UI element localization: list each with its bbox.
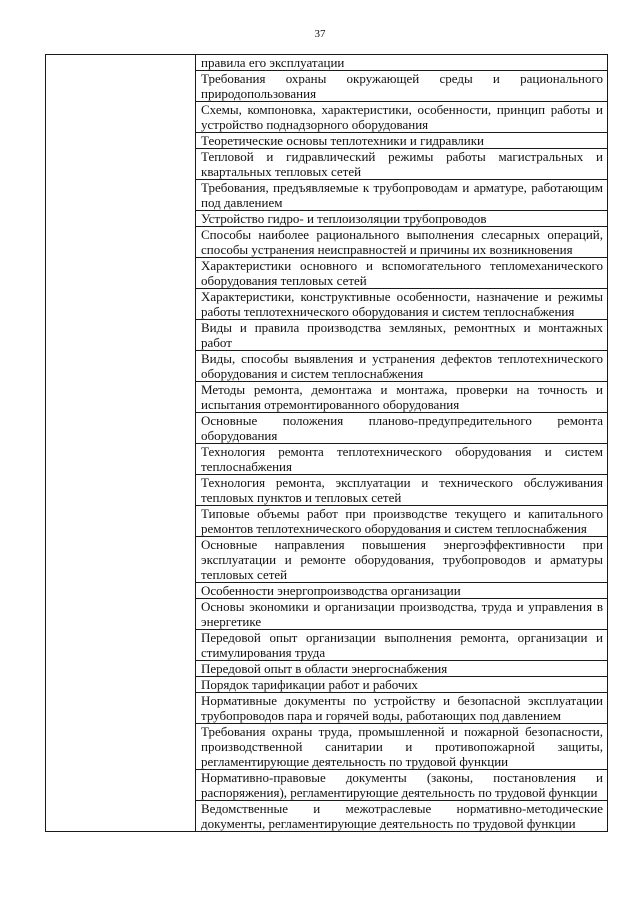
table-cell: Технология ремонта, эксплуатации и технического обслуживания тепловых пунктов и тепловых сетей	[196, 475, 608, 506]
table-body	[46, 55, 608, 832]
table-cell: Теоретические основы теплотехники и гидравлики	[196, 133, 608, 149]
table-cell: Ведомственные и межотраслевые нормативно-методические документы, регламентирующие деятельность по трудовой функции	[196, 801, 608, 832]
table-cell: Особенности энергопроизводства организации	[196, 583, 608, 599]
page-number: 37	[314, 28, 326, 40]
table-cell: Методы ремонта, демонтажа и монтажа, проверки на точность и испытания отремонтированного оборудования	[196, 382, 608, 413]
table-cell: Требования, предъявляемые к трубопроводам и арматуре, работающим под давлением	[196, 180, 608, 211]
table-cell: Требования охраны труда, промышленной и пожарной безопасности, производственной санитарии и противопожарной защиты, регламентирующие деятельность по трудовой функции	[196, 724, 608, 770]
table-cell: правила его эксплуатации	[196, 55, 608, 71]
table-cell: Способы наиболее рационального выполнения слесарных операций, способы устранения неисправностей и причины их возникновения	[196, 227, 608, 258]
table-cell: Требования охраны окружающей среды и рационального природопользования	[196, 71, 608, 102]
table-cell: Основные направления повышения энергоэффективности при эксплуатации и ремонте оборудования, трубопроводов и арматуры тепловых сетей	[196, 537, 608, 583]
table-cell: Технология ремонта теплотехнического оборудования и систем теплоснабжения	[196, 444, 608, 475]
table-cell: Типовые объемы работ при производстве текущего и капитального ремонтов теплотехнического оборудования и систем теплоснабжения	[196, 506, 608, 537]
table-cell: Передовой опыт организации выполнения ремонта, организации и стимулирования труда	[196, 630, 608, 661]
table-cell: Виды и правила производства земляных, ремонтных и монтажных работ	[196, 320, 608, 351]
table-cell: Виды, способы выявления и устранения дефектов теплотехнического оборудования и систем теплоснабжения	[196, 351, 608, 382]
table-row	[46, 55, 608, 71]
requirements-table	[45, 54, 608, 832]
table-left-cell	[46, 55, 196, 832]
table-cell: Характеристики, конструктивные особенности, назначение и режимы работы теплотехнического оборудования и систем теплоснабжения	[196, 289, 608, 320]
table-cell: Схемы, компоновка, характеристики, особенности, принцип работы и устройство поднадзорного оборудования	[196, 102, 608, 133]
table-cell: Нормативно-правовые документы (законы, постановления и распоряжения), регламентирующие деятельность по трудовой функции	[196, 770, 608, 801]
table-cell: Тепловой и гидравлический режимы работы магистральных и квартальных тепловых сетей	[196, 149, 608, 180]
table-cell: Основы экономики и организации производства, труда и управления в энергетике	[196, 599, 608, 630]
table-cell: Характеристики основного и вспомогательного тепломеханического оборудования тепловых сетей	[196, 258, 608, 289]
table-cell: Передовой опыт в области энергоснабжения	[196, 661, 608, 677]
table-cell: Нормативные документы по устройству и безопасной эксплуатации трубопроводов пара и горячей воды, работающих под давлением	[196, 693, 608, 724]
table-cell: Устройство гидро- и теплоизоляции трубопроводов	[196, 211, 608, 227]
table-cell: Порядок тарификации работ и рабочих	[196, 677, 608, 693]
table-cell: Основные положения планово-предупредительного ремонта оборудования	[196, 413, 608, 444]
